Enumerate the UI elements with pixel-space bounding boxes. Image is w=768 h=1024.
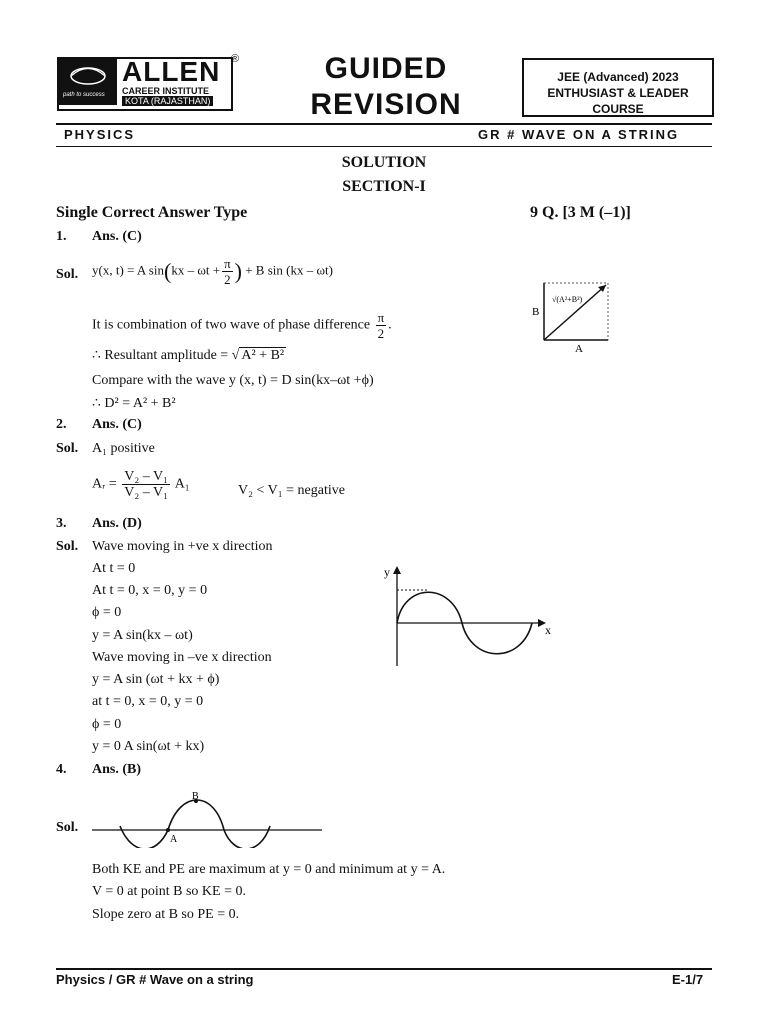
q1-answer: Ans. (C) [92, 229, 142, 244]
q1-equation: y(x, t) = A sin(kx – ωt + $\frac{\pi}{2}$ ) + B sin (kx – ωt) [92, 256, 333, 287]
q3-y-arrow [393, 566, 401, 574]
topic-label: GR # WAVE ON A STRING [478, 127, 680, 142]
q4-line: Both KE and PE are maximum at y = 0 and minimum at y = A. [92, 862, 446, 877]
logo-tagline: path to success [63, 92, 105, 98]
q3-line: y = A sin(kx – ωt) [92, 628, 193, 643]
q2-condition: V₂ < V₁ = negative [238, 483, 345, 498]
q2-number: 2. [56, 417, 67, 432]
q3-sol-label: Sol. [56, 539, 79, 554]
q4-wave-curve [120, 800, 270, 848]
logo-location: KOTA (RAJASTHAN) [122, 96, 213, 106]
q2-numerator: V₂ – V₁ [124, 469, 168, 484]
q3-line: At t = 0, x = 0, y = 0 [92, 583, 208, 598]
q1-line2-text: ∴ Resultant amplitude = [92, 348, 229, 363]
logo-emblem-icon [59, 59, 117, 105]
q4-line: Slope zero at B so PE = 0. [92, 907, 240, 922]
q4-point-a-label: A [170, 834, 178, 845]
q3-line: ϕ = 0 [92, 717, 122, 732]
page-number: E-1/7 [672, 972, 704, 987]
q1-line1-two: 2 [377, 326, 385, 341]
q1-eq-pi: π [224, 256, 231, 271]
q3-line: y = A sin (ωt + kx + ϕ) [92, 672, 220, 687]
q3-line: y = 0 A sin(ωt + kx) [92, 739, 205, 754]
q4-line: V = 0 at point B so KE = 0. [92, 884, 246, 899]
title-line-2: REVISION [310, 88, 462, 121]
q1-line2: ∴ Resultant amplitude = √ A² + B² [92, 348, 285, 363]
title-line-1: GUIDED [324, 52, 448, 85]
q1-line4: ∴ D² = A² + B² [92, 396, 176, 411]
header-rule-top [56, 123, 712, 125]
q1-eq-left: y(x, t) = A sin [92, 262, 164, 278]
q4-number: 4. [56, 762, 67, 777]
q1-line1-end: . [388, 317, 392, 333]
q1-diagram-label-b: B [532, 306, 540, 318]
q1-number: 1. [56, 229, 67, 244]
q3-line: Wave moving in –ve x direction [92, 650, 272, 665]
q1-diagram-label-a: A [575, 343, 583, 355]
q2-answer: Ans. (C) [92, 417, 142, 432]
q1-diagram-resultant [544, 285, 606, 340]
q1-eq-mid: kx – ωt + [171, 262, 221, 278]
header-rule-bottom [56, 146, 712, 147]
course-name: ENTHUSIAST & LEADER COURSE [547, 86, 689, 116]
course-box [522, 58, 714, 117]
q1-line1-pi: π [377, 310, 385, 325]
q3-number: 3. [56, 516, 67, 531]
logo-globe-icon [59, 59, 117, 105]
q4-answer: Ans. (B) [92, 762, 142, 777]
q1-vector-diagram [528, 278, 618, 358]
solution-title: SOLUTION [341, 154, 427, 171]
course-year: JEE (Advanced) 2023 [557, 70, 679, 84]
registered-mark: ® [231, 53, 240, 65]
q3-axis-y-label: y [384, 565, 390, 579]
q3-line: Wave moving in +ve x direction [92, 539, 273, 554]
marks-label: 9 Q. [3 M (–1)] [530, 204, 631, 221]
q4-wave-diagram [92, 788, 324, 848]
q3-wave-graph [380, 562, 560, 670]
q3-axis-x-label: x [545, 623, 551, 637]
q4-point-b-label: B [192, 791, 199, 802]
q2-sol-label: Sol. [56, 441, 79, 456]
q4-point-a [166, 828, 170, 832]
logo-name: ALLEN [122, 56, 221, 87]
q3-line: At t = 0 [92, 561, 136, 576]
footer-rule [56, 968, 712, 970]
q2-equation [92, 469, 190, 500]
q1-line1-text: It is combination of two wave of phase difference [92, 317, 371, 333]
section-title: SECTION-I [342, 178, 426, 195]
q3-answer: Ans. (D) [92, 516, 142, 531]
q1-line1 [92, 310, 392, 341]
logo-subtitle: CAREER INSTITUTE [122, 86, 210, 96]
q3-line: ϕ = 0 [92, 605, 122, 620]
q1-root: A² + B² [241, 348, 285, 363]
q3-line: at t = 0, x = 0, y = 0 [92, 694, 204, 709]
q1-eq-two: 2 [224, 272, 231, 287]
q1-eq-right: + B sin (kx – ωt) [245, 262, 333, 278]
q2-line1: A₁ positive [92, 441, 155, 456]
answer-type-label: Single Correct Answer Type [56, 204, 248, 221]
q1-sol-label: Sol. [56, 267, 79, 282]
q1-line3: Compare with the wave y (x, t) = D sin(kx–ωt +ϕ) [92, 373, 374, 388]
q4-sol-label: Sol. [56, 820, 79, 835]
q2-lhs: Aᵣ = [92, 476, 117, 492]
footer-left: Physics / GR # Wave on a string [56, 972, 254, 987]
q1-diagram-label-r: √(A²+B²) [552, 295, 583, 304]
q2-denominator: V₂ – V₁ [124, 485, 168, 500]
subject-label: PHYSICS [64, 127, 136, 142]
q2-tail: A₁ [174, 476, 190, 492]
